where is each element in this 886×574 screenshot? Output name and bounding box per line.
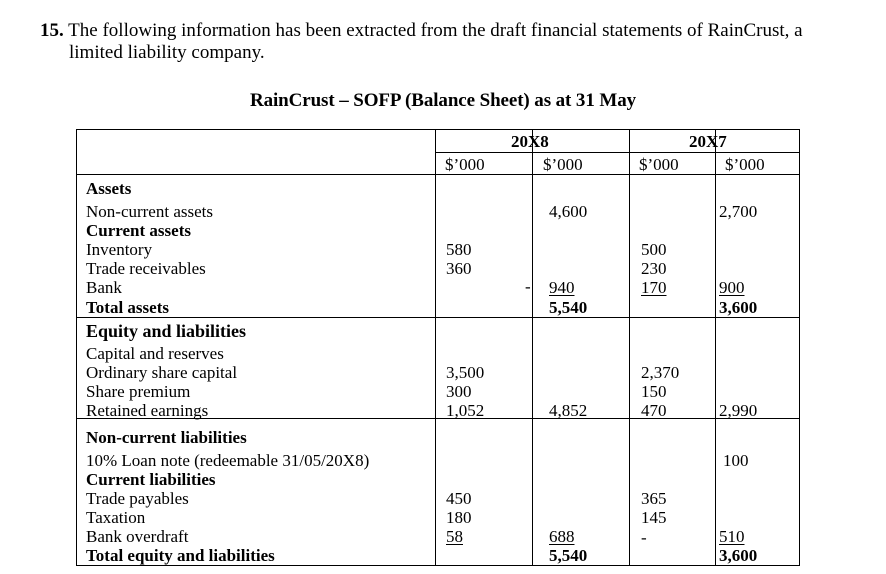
- value-cell: 300: [446, 382, 472, 401]
- value-cell: 940: [549, 278, 575, 297]
- value-cell: 5,540: [549, 298, 588, 317]
- value-cell: 3,500: [446, 363, 485, 382]
- balance-sheet-table: [76, 129, 800, 566]
- row-label-total-assets: Total assets: [86, 298, 169, 317]
- row-label-bank-overdraft: Bank overdraft: [86, 527, 189, 546]
- question-line-2: limited liability company.: [69, 42, 265, 63]
- unit-label: $’000: [445, 155, 485, 174]
- value-cell: 4,600: [549, 202, 588, 221]
- value-cell: 365: [641, 489, 667, 508]
- value-cell: 4,852: [549, 401, 588, 420]
- row-label-non-current-assets: Non-current assets: [86, 202, 213, 221]
- question-number: 15.: [40, 20, 64, 41]
- year-20x7: 20X7: [689, 132, 727, 151]
- value-cell: 3,600: [719, 298, 758, 317]
- value-cell: 900: [719, 278, 745, 297]
- unit-label: $’000: [725, 155, 765, 174]
- year-20x8: 20X8: [511, 132, 549, 151]
- unit-label: $’000: [543, 155, 583, 174]
- row-label-equity-and-liabilities: Equity and liabilities: [86, 321, 247, 341]
- row-label-current-liabilities: Current liabilities: [86, 470, 216, 489]
- row-label-total-equity-and-liabilities: Total equity and liabilities: [86, 546, 275, 565]
- value-cell: 5,540: [549, 546, 588, 565]
- value-cell: 688: [549, 527, 575, 546]
- row-label-loan-note: 10% Loan note (redeemable 31/05/20X8): [86, 451, 370, 470]
- row-label-trade-payables: Trade payables: [86, 489, 189, 508]
- row-label-non-current-liabilities: Non-current liabilities: [86, 428, 247, 447]
- row-label-trade-receivables: Trade receivables: [86, 259, 206, 278]
- value-cell: 100: [723, 451, 749, 470]
- value-cell: 145: [641, 508, 667, 527]
- value-cell: 58: [446, 527, 463, 546]
- row-label-retained-earnings: Retained earnings: [86, 401, 209, 420]
- value-cell: 150: [641, 382, 667, 401]
- value-cell: 3,600: [719, 546, 758, 565]
- value-cell: -: [641, 528, 647, 547]
- value-cell: 450: [446, 489, 472, 508]
- value-cell: 360: [446, 259, 472, 278]
- row-label-current-assets: Current assets: [86, 221, 191, 240]
- header-rule: [77, 174, 800, 175]
- row-label-assets: Assets: [86, 179, 132, 198]
- value-cell: 500: [641, 240, 667, 259]
- statement-title: RainCrust – SOFP (Balance Sheet) as at 31 May: [249, 90, 637, 111]
- value-cell: 470: [641, 401, 667, 420]
- value-cell: 180: [446, 508, 472, 527]
- value-cell: 2,990: [719, 401, 758, 420]
- question-line-1: [40, 20, 803, 42]
- row-label-taxation: Taxation: [86, 508, 146, 527]
- value-cell: 2,370: [641, 363, 680, 382]
- value-cell: 230: [641, 259, 667, 278]
- row-label-capital-and-reserves: Capital and reserves: [86, 344, 224, 363]
- value-cell: 170: [641, 278, 667, 297]
- value-cell: 510: [719, 527, 745, 546]
- year-header-rule: [435, 152, 800, 153]
- row-label-ordinary-share-capital: Ordinary share capital: [86, 363, 238, 382]
- row-label-share-premium: Share premium: [86, 382, 191, 401]
- row-label-inventory: Inventory: [86, 240, 153, 259]
- value-cell: -: [525, 277, 531, 296]
- col-divider: [629, 130, 630, 565]
- assets-rule: [77, 317, 800, 318]
- question-text: [40, 20, 803, 64]
- question-body: The following information has been extracted from the draft financial statements of RainCrust, a: [68, 20, 803, 41]
- col-divider: [435, 130, 436, 565]
- value-cell: 580: [446, 240, 472, 259]
- unit-label: $’000: [639, 155, 679, 174]
- col-divider: [532, 130, 533, 565]
- row-label-bank: Bank: [86, 278, 122, 297]
- col-divider: [715, 130, 716, 565]
- value-cell: 2,700: [719, 202, 758, 221]
- value-cell: 1,052: [446, 401, 485, 420]
